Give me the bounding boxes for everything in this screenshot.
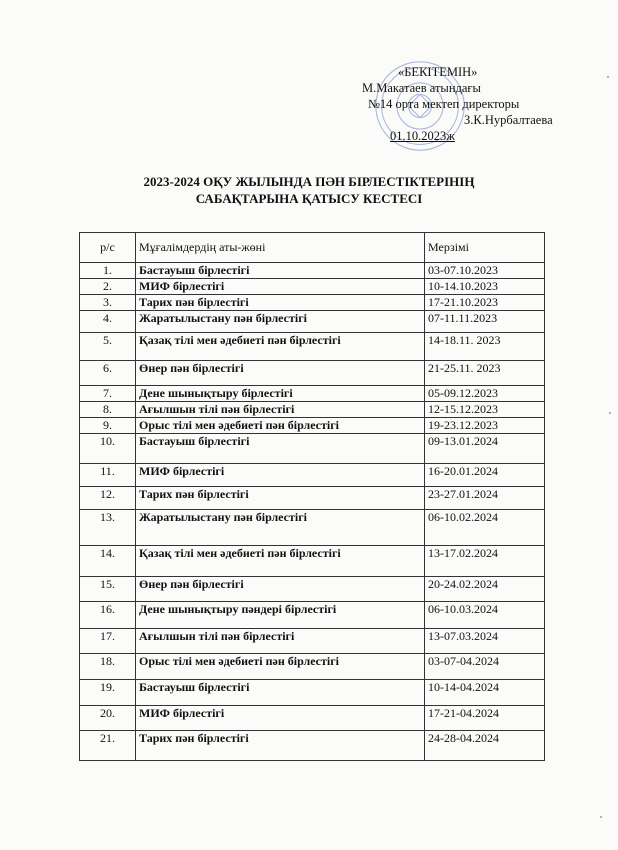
table-row [80,418,545,434]
row-number: 9. [80,418,136,434]
title-line-1: 2023-2024 ОҚУ ЖЫЛЫНДА ПӘН БІРЛЕСТІКТЕРІНІҢ [143,174,475,189]
document-title [80,173,538,207]
row-date: 10-14.10.2023 [425,279,545,295]
row-association: МИФ бірлестігі [136,464,425,487]
row-number: 6. [80,361,136,386]
table-row [80,577,545,602]
approval-signatory: З.К.Нурбалтаева [464,113,553,127]
table-row [80,361,545,386]
row-date: 13-17.02.2024 [425,546,545,577]
table-row [80,311,545,333]
row-association: Тарих пән бірлестігі [136,295,425,311]
approval-position: №14 орта мектеп директоры [368,97,520,111]
row-number: 4. [80,311,136,333]
table-row [80,510,545,546]
row-number: 20. [80,706,136,731]
row-date: 06-10.02.2024 [425,510,545,546]
row-number: 19. [80,680,136,706]
table-row [80,487,545,510]
row-date: 10-14-04.2024 [425,680,545,706]
schedule-table [79,232,545,761]
row-date: 16-20.01.2024 [425,464,545,487]
row-number: 14. [80,546,136,577]
row-number: 11. [80,464,136,487]
row-number: 3. [80,295,136,311]
table-row [80,464,545,487]
table-row [80,654,545,680]
table-row [80,546,545,577]
row-date: 17-21.10.2023 [425,295,545,311]
row-number: 16. [80,602,136,629]
table-row [80,386,545,402]
table-row [80,731,545,761]
approval-block [360,64,560,144]
row-association: Орыс тілі мен әдебиеті пән бірлестігі [136,418,425,434]
row-association: Дене шынықтыру пәндері бірлестігі [136,602,425,629]
table-row [80,333,545,361]
row-association: Дене шынықтыру бірлестігі [136,386,425,402]
row-association: Жаратылыстану пән бірлестігі [136,311,425,333]
table-header-row [80,233,545,263]
row-number: 2. [80,279,136,295]
table-row [80,680,545,706]
scan-speck [609,412,611,414]
approval-date: 01.10.2023ж [390,129,455,143]
approval-school-name: М.Макатаев атындағы [362,81,481,95]
table-row [80,402,545,418]
row-number: 15. [80,577,136,602]
row-date: 23-27.01.2024 [425,487,545,510]
row-number: 17. [80,629,136,654]
approval-title: «БЕКІТЕМІН» [398,65,478,79]
table-row [80,602,545,629]
row-date: 03-07.10.2023 [425,263,545,279]
row-date: 21-25.11. 2023 [425,361,545,386]
table-row [80,295,545,311]
row-association: Бастауыш бірлестігі [136,680,425,706]
row-association: Тарих пән бірлестігі [136,487,425,510]
row-association: МИФ бірлестігі [136,279,425,295]
table-row [80,263,545,279]
header-date: Мерзімі [425,233,545,263]
row-association: Жаратылыстану пән бірлестігі [136,510,425,546]
row-association: Қазақ тілі мен әдебиеті пән бірлестігі [136,546,425,577]
row-number: 1. [80,263,136,279]
table-row [80,434,545,464]
scan-speck [607,76,609,78]
row-association: Өнер пән бірлестігі [136,577,425,602]
row-date: 17-21-04.2024 [425,706,545,731]
row-association: Ағылшын тілі пән бірлестігі [136,629,425,654]
row-number: 13. [80,510,136,546]
row-number: 7. [80,386,136,402]
row-number: 5. [80,333,136,361]
row-association: МИФ бірлестігі [136,706,425,731]
row-number: 18. [80,654,136,680]
row-date: 19-23.12.2023 [425,418,545,434]
row-number: 8. [80,402,136,418]
row-number: 21. [80,731,136,761]
row-association: Қазақ тілі мен әдебиеті пән бірлестігі [136,333,425,361]
row-date: 05-09.12.2023 [425,386,545,402]
row-date: 13-07.03.2024 [425,629,545,654]
row-association: Ағылшын тілі пән бірлестігі [136,402,425,418]
row-number: 12. [80,487,136,510]
row-date: 14-18.11. 2023 [425,333,545,361]
row-date: 20-24.02.2024 [425,577,545,602]
row-association: Бастауыш бірлестігі [136,434,425,464]
row-date: 06-10.03.2024 [425,602,545,629]
row-date: 12-15.12.2023 [425,402,545,418]
row-association: Өнер пән бірлестігі [136,361,425,386]
row-date: 07-11.11.2023 [425,311,545,333]
row-date: 09-13.01.2024 [425,434,545,464]
row-association: Орыс тілі мен әдебиеті пән бірлестігі [136,654,425,680]
row-date: 24-28-04.2024 [425,731,545,761]
scan-speck [600,816,602,818]
row-number: 10. [80,434,136,464]
title-line-2: САБАҚТАРЫНА ҚАТЫСУ КЕСТЕСІ [195,191,423,206]
table-row [80,706,545,731]
row-association: Бастауыш бірлестігі [136,263,425,279]
header-name: Мұғалімдердің аты-жөні [136,233,425,263]
row-association: Тарих пән бірлестігі [136,731,425,761]
table-row [80,279,545,295]
header-number: р/с [80,233,136,263]
row-date: 03-07-04.2024 [425,654,545,680]
table-row [80,629,545,654]
